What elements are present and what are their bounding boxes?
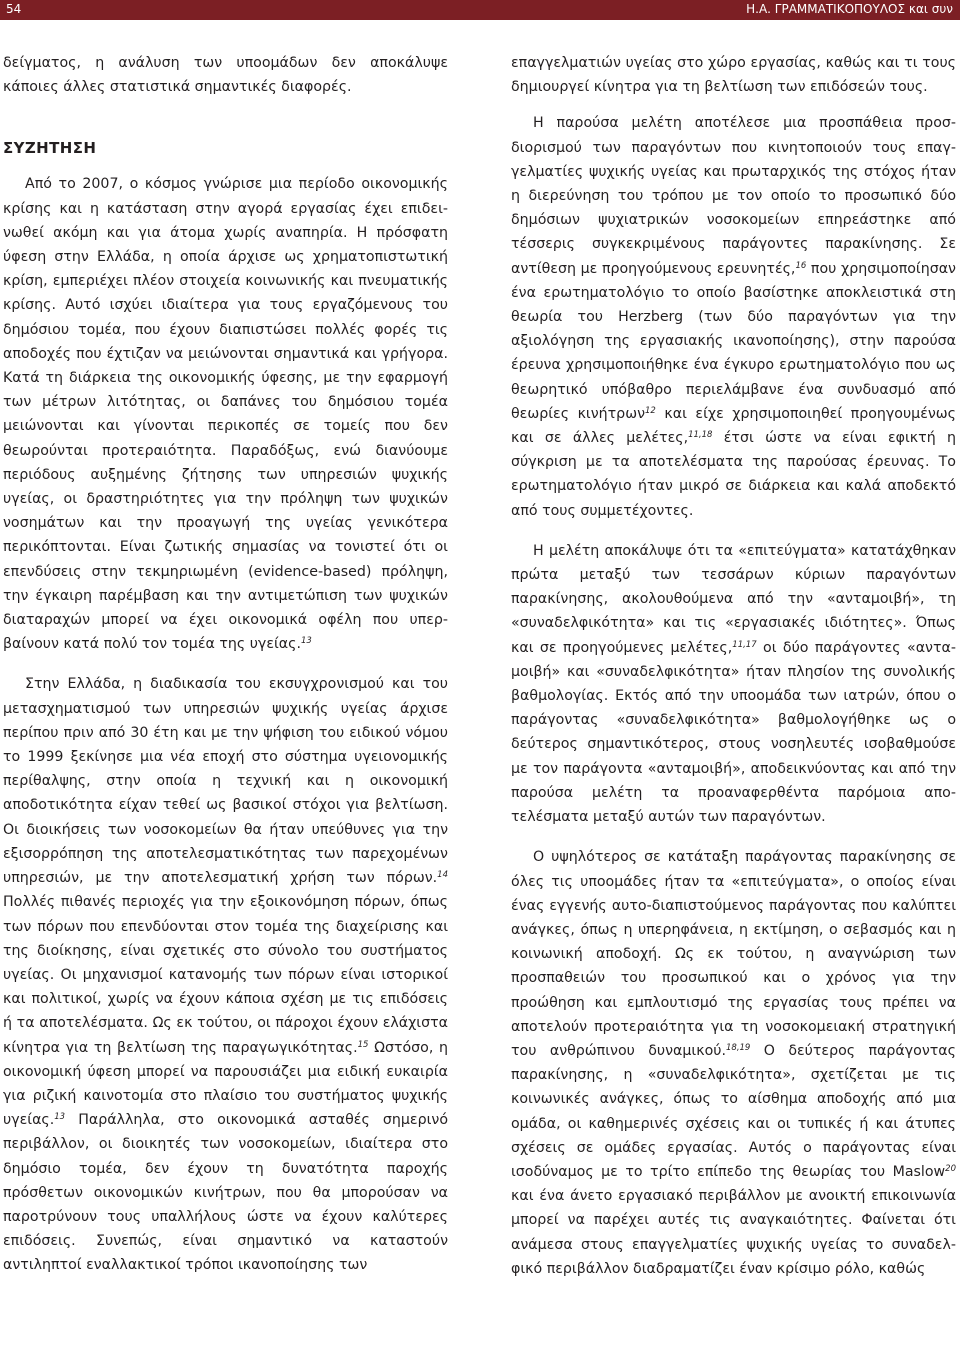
page-number: 54 [6,2,22,16]
continued-paragraph: επαγγελματιών υγείας στο χώρο εργασίας, καθώς και τι τους δημιουργεί κίνητρα για τη βελτίωση των επιδόσεών τους. [511,55,956,96]
findings-paragraph [511,539,956,829]
citation-ref: 11,18 [688,430,713,441]
text-run: και ένα άνετο εργασιακό περιβάλλον με ανοικτή επικοινωνία μπορεί να παρέχει αυτές τις αναγκαιότητες. Φαίνεται ότι ανάμεσα στους επαγγελματίες ψυχικής υγείας το συναδελφικό περιβάλλον διαδραματίζει έναν κρίσιμο ρόλο, καθώς [511,1188,956,1277]
citation-ref: 11,17 [732,639,757,650]
text-run: Από το 2007, ο κόσμος γνώρισε μια περίοδο οικονομικής κρίσης και η κατάσταση στην αγορά εργασίας έχει επιδεινωθεί ακόμη και για άτομα χωρίς αναπηρία. Η πρόσφατη ύφεση στην Ελλάδα, η οποία άρχισε ως χρηματοπιστωτική κρίση, εμπεριέχει πλέον στοιχεία κοινωνικής και πνευματικής κρίσης. Αυτό ισχύει ιδιαίτερα για τους εργαζόμενους του δημόσιου τομέα, που έχουν διαπιστώσει πολλές φορές τις αποδοχές που έχτιζαν να μειώνονται σημαντικά και γρήγορα. Κατά τη διάρκεια της οικονομικής ύφεσης, με την εφαρμογή των μέτρων λιτότητας, οι δαπάνες του δημόσιου τομέα μειώνονται και γίνονται περικοπές σε τομείς που δεν θεωρούνται προτεραιότητα. Παραδόξως, ενώ διανύουμε περιόδους αυξημένης ζήτησης των υπηρεσιών ψυχικής υγείας, οι δραστηριότητες για την πρόληψη των ψυχικών νοσημάτων και την προαγωγή της υγείας γενικότερα περικόπτονται. Είναι ζωτικής σημασίας να τονιστεί ότι οι επενδύσεις στην τεκμηριωμένη (evidence-based) πρόληψη, την έγκαιρη παρέμβαση και την αντιμετώπιση των ψυχικών διαταραχών μπορεί να έχει οικονομικά οφέλη που υπερβαίνουν κατά πολύ τον τομέα της υγείας. [3,176,448,653]
citation-ref: 16 [795,260,807,271]
text-run: οι δύο παράγοντες «ανταμοιβή» και «συναδελφικότητα» ήταν πλησίον της συνολικής βαθμολογίας. Εκτός από την υποομάδα των ιατρών, όπου ο παράγοντας «συναδελφικότητα» βαθμολογήθηκε ως ο δεύτερος σημαντικότερος, στους νοσηλευτές ισοβαθμούσε με τον παράγοντα «ανταμοιβή», αποδεικνύοντας και από την παρούσα μελέτη τα προαναφερθέντα παρόμοια αποτελέσματα μεταξύ αυτών των παραγόντων. [511,639,956,826]
discussion-paragraph-1 [3,172,448,656]
section-heading-discussion: ΣΥΖΗΤΗΣΗ [3,139,97,158]
citation-ref: 18,19 [726,1042,751,1053]
citation-ref: 20 [945,1163,956,1174]
text-run: Ωστόσο, η οικονομική ύφεση μπορεί να παρουσιάζει μια ειδική ευκαιρία για ριζική καινοτομία στο πλαίσιο του συστήματος ψυχικής υγείας. [3,1039,448,1129]
achievements-paragraph [511,845,956,1281]
text-run: και είχε χρησιμοποιηθεί προηγουμένως και σε άλλες μελέτες, [511,405,956,447]
text-run: Ο δεύτερος παράγοντας παρακίνησης, η «συναδελφικότητα», σχετίζεται με τις κοινωνικές ανάγκες, όπως το αίσθημα αποδοχής από μια ομάδα, οι καθημερινές σχέσεις και οι τυπικές ή και άτυπες σχέσεις σε ομάδες εργασίας. Αυτός ο παράγοντας είναι ισοδύναμος με το τρίτο επίπεδο της θεωρίας του Maslow [511,1042,956,1180]
text-run: Η μελέτη αποκάλυψε ότι τα «επιτεύγματα» κατατάχθηκαν πρώτα μεταξύ των τεσσάρων κύριων παραγόντων παρακίνησης, ακολουθούμενα από την «ανταμοιβή», τη «συναδελφικότητα» και τις «εργασιακές ιδιότητες». Όπως και σε προηγούμενες μελέτες, [511,542,956,656]
study-aim-paragraph [511,111,956,522]
citation-ref: 15 [357,1039,369,1050]
citation-ref: 14 [437,870,448,881]
citation-ref: 13 [54,1112,66,1123]
continued-paragraph: δείγματος, η ανάλυση των υποομάδων δεν αποκάλυψε κάποιες άλλες στατιστικά σημαντικές διαφορές. [3,55,448,96]
citation-ref: 12 [645,405,656,416]
running-head-authors: Η.Α. ΓΡΑΜΜΑΤΙΚΟΠΟΥΛΟΣ και συν [746,2,953,16]
text-run: Στην Ελλάδα, η διαδικασία του εκσυγχρονισμού και του μετασχηματισμού των υπηρεσιών ψυχικής υγείας άρχισε περίπου πριν από 30 έτη και με την ψήφιση του ειδικού νόμου το 1999 ξεκίνησε μια νέα εποχή στο σύστημα υγειονομικής περίθαλψης, στην οποία η τεχνική και η οικονομική αποδοτικότητα είχαν τεθεί ως βασικοί στόχοι για βελτίωση. Οι διοικήσεις των νοσοκομείων θα ήταν υπεύθυνες για την εξισορρόπηση της αποτελεσματικότητας των παρεχομένων υπηρεσιών, με την αποτελεσματική χρήση των πόρων. [3,676,448,887]
discussion-paragraph-2 [3,672,448,1277]
running-header-bar [0,0,960,20]
left-column [3,51,448,1278]
text-run: που χρησιμοποίησαν ένα ερωτηματολόγιο το οποίο βασίστηκε αποκλειστικά στη θεωρία του Herzberg (των δύο παραγόντων για την αξιολόγηση της εργασιακής ικανοποίησης), στην παρούσα έρευνα χρησιμοποιήθηκε ένα έγκυρο ερωτηματολόγιο που ως θεωρητικό υπόβαθρο περιελάμβανε ένα συνδυασμό από θεωρίες κινήτρων [511,260,956,422]
text-run: έτσι ώστε να είναι εφικτή η σύγκριση με τα αποτελέσματα της παρούσας έρευνας. Το ερωτηματολόγιο ήταν μικρό σε διάρκεια και καλά αποδεκτό από τους συμμετέχοντες. [511,430,956,519]
citation-ref: 13 [300,636,312,647]
text-run: Ο υψηλότερος σε κατάταξη παράγοντας παρακίνησης σε όλες τις υποομάδες ήταν τα «επιτεύγματα», ο οποίος είναι ένας εγγενής αυτο-διαπιστούμενος παράγοντας που καλύπτει ανάγκες, όπως η υπερηφάνεια, η εκτίμηση, ο σεβασμός και η κοινωνική αποδοχή. Ως εκ τούτου, η αναγνώριση των προσπαθειών του προσωπικού και ο χρόνος για την προώθηση και εμπλουτισμό της εργασίας τους πρέπει να αποτελούν προτεραιότητα για τη νοσοκομειακή στρατηγική του ανθρώπινου δυναμικού. [511,849,956,1059]
text-run: Πολλές πιθανές περιοχές για την εξοικονόμηση πόρων, όπως των πόρων που επενδύονται στον τομέα της διαχείρισης και της διοίκησης, είναι σχετικές στο σύνολο του συστήματος υγείας. Οι μηχανισμοί κατανομής των πόρων είναι ιστορικοί και πολιτικοί, χωρίς να έχουν κάποια σχέση με τις επιδόσεις ή τα αποτελέσματα. Ως εκ τούτου, οι πάροχοι έχουν ελάχιστα κίνητρα για τη βελτίωση της παραγωγικότητας. [3,894,448,1056]
text-run: Η παρούσα μελέτη αποτέλεσε μια προσπάθεια προσδιορισμού των παραγόντων που κινητοποιούν τους επαγγελματίες ψυχικής υγείας και πρωταρχικός της στόχος ήταν η διερεύνηση του τρόπου με τον οποίο το προσωπικό δύο δημόσιων ψυχιατρικών νοσοκομείων επηρεάστηκε από τέσσερις συγκεκριμένους παράγοντες παρακίνησης. Σε αντίθεση με προηγούμενους ερευνητές, [511,115,956,277]
right-column [511,51,956,1281]
text-run: Παράλληλα, στο οικονομικά ασταθές σημερινό περιβάλλον, οι διοικητές των νοσοκομείων, ιδιαίτερα στο δημόσιο τομέα, δεν έχουν τη δυνατότητα παροχής πρόσθετων οικονομικών κινήτρων, που θα μπορούσαν να παροτρύνουν τους υπαλλήλους ώστε να έχουν καλύτερες επιδόσεις. Συνεπώς, είναι σημαντικό να καταστούν αντιληπτοί εναλλακτικοί τρόποι ικανοποίησης των [3,1112,448,1274]
